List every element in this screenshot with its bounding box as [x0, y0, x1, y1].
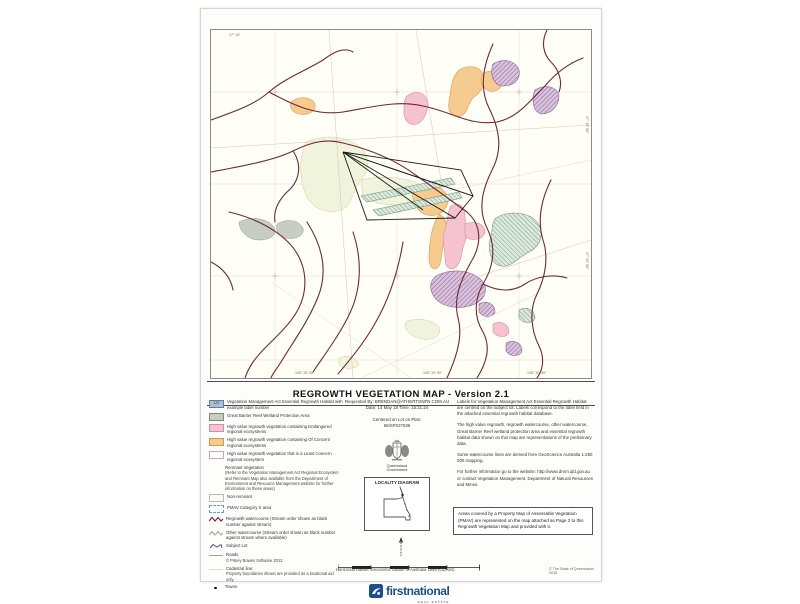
- pmav-note-box: [453, 507, 593, 535]
- legend-label: Vegetation Management Act Essential Regrowth Habitat with example label number: [227, 399, 343, 410]
- legend-label: High value regrowth vegetation that is a Least Concern regional ecosystem: [227, 450, 332, 462]
- map-right-coordinate-1: 17° 15' 00": [585, 116, 589, 134]
- legend-label: Great Barrier Reef Wetland Protection Area: [227, 412, 310, 418]
- legend-label: Remnant Vegetation: [225, 464, 264, 470]
- request-datetime: Date: 14 May 18 Time: 15:21:24: [365, 405, 429, 411]
- legend-label: Regrowth watercourse (Stream order shown as black number against stream): [226, 515, 328, 527]
- notes-column: [457, 399, 593, 493]
- town-dot-icon: [209, 585, 222, 591]
- scale-bar: [338, 558, 480, 565]
- legend-label: Other watercourse (Stream order shown as black number against stream where available): [226, 529, 336, 541]
- legend-swatch-pmav-x: [209, 505, 224, 513]
- legend-item-non-remnant: [209, 494, 343, 503]
- legend-item-pmav-x: [209, 505, 343, 514]
- note-further-information: For further information go to the website: http://www.dnrm.qld.gov.au or contact Vegetation Management, Department of Natural Resources and Mines.: [457, 469, 593, 487]
- note-geoscience: Some watercourse lines are derived from GeoScience Australia 1:250 000 mapping.: [457, 452, 593, 464]
- government-line2: Government: [386, 467, 408, 472]
- request-info: [343, 399, 451, 430]
- legend-item-towns: [209, 584, 343, 591]
- legend-label: High value regrowth vegetation containing Of Concern regional ecosystems: [227, 437, 331, 448]
- brand-name: firstnational: [386, 584, 450, 598]
- legend-label: High value regrowth vegetation containing Endangered regional ecosystems: [227, 423, 332, 435]
- legend-item-least-concern: [209, 451, 343, 462]
- map-bottom-coordinate-3: 145° 30' 00": [527, 371, 547, 375]
- legend-label: Non-remnant: [227, 493, 253, 499]
- queensland-government-crest: [380, 437, 414, 473]
- map-bottom-coordinate-2: 145° 29' 00": [423, 371, 443, 375]
- legend-swatch-least-concern: [209, 451, 224, 459]
- map-canvas: [210, 29, 592, 379]
- legend-sublabel: © Pitney Bowes Software 2012: [226, 557, 283, 563]
- legend-label: Roads: [226, 552, 239, 558]
- legend-item-subject-lot: [209, 543, 343, 550]
- legend-label: PMAV Category X area: [227, 504, 272, 510]
- centered-on-label: Centered on Lot on Plan:: [372, 416, 422, 422]
- north-arrow-icon: [397, 537, 405, 557]
- legend-item-gbr-wetland: [209, 413, 343, 422]
- subject-lot-line-icon: [209, 544, 223, 550]
- first-national-logo: [369, 582, 450, 604]
- request-column: [343, 399, 451, 531]
- road-line-icon: [209, 553, 223, 559]
- legend-item-other-watercourse: [209, 530, 343, 541]
- legend-item-endangered: [209, 424, 343, 435]
- regrowth-watercourse-line-icon: [209, 516, 223, 522]
- legend-item-regrowth-watercourse: [209, 516, 343, 527]
- state-copyright: © The State of Queensland 2018: [549, 567, 594, 575]
- legend-swatch-endangered: [209, 424, 224, 432]
- cadastral-line-icon: [209, 566, 223, 572]
- legend-sublabel: Property boundaries shown are provided as a locational aid only.: [226, 571, 334, 582]
- note-labels: Labels for Vegetation Management Act Essential Regrowth Habitat are centred on the subject lot. Labels correspond to the label field in the attached essential regrowth habitat database.: [457, 399, 589, 417]
- subject-location-dot: [401, 494, 403, 496]
- requested-by: Requested By: BRENDAN@ATHERTONFN.COM.AU: [344, 399, 450, 404]
- page-title: REGROWTH VEGETATION MAP - Version 2.1: [292, 389, 510, 400]
- note-preliminary-data: The high value regrowth, regrowth watercourse, other watercourse, Great Barrier Reef wetland protection area and essential regrowth habitat data shown on this map are representations of the preliminary data.: [457, 422, 592, 446]
- map-right-coordinate-2: 17° 20' 00": [585, 252, 589, 270]
- map-bottom-coordinate-1: 145° 25' 00": [295, 371, 315, 375]
- legend-sublabel: (Refer to the Vegetation Management Act Regional Ecosystem and Remnant Map also available from the Department of Environment and Resource Management website for further information on these areas): [225, 470, 339, 492]
- legend-item-essential-regrowth: [209, 399, 343, 410]
- legend-swatch-essential-regrowth: 123: [209, 400, 224, 408]
- government-line1: Queensland: [386, 463, 408, 468]
- first-national-logo-icon: [369, 584, 383, 598]
- pmav-note-text: Areas covered by a Property Map of Assessable Vegetation (PMAV) are represented on the map attached as Page 2 to this Regrowth Vegetation Map and provided with it.: [458, 511, 584, 530]
- legend-swatch-non-remnant: [209, 494, 224, 502]
- other-watercourse-line-icon: [209, 530, 223, 536]
- legend-item-cadastral: [209, 566, 343, 582]
- legend-swatch-of-concern: [209, 438, 224, 446]
- queensland-outline-map: [376, 486, 418, 524]
- map-corner-coordinate: 17° 10': [229, 33, 241, 37]
- legend-item-of-concern: [209, 437, 343, 448]
- legend-item-remnant: [209, 465, 343, 492]
- legend-label: Towns: [225, 584, 238, 590]
- vegetation-map-graphic: [211, 30, 591, 378]
- legend-label: Subject Lot: [226, 543, 248, 549]
- legend-label: Cadastral line:: [226, 565, 254, 571]
- legend-item-roads: [209, 552, 343, 563]
- locality-title: LOCALITY DIAGRAM: [374, 480, 420, 486]
- legend-swatch-gbr-wetland: [209, 413, 224, 421]
- lot-on-plan: 66/SP227636: [383, 423, 411, 429]
- legend: [209, 399, 343, 591]
- locality-diagram: [364, 477, 430, 531]
- map-document-page: [200, 8, 602, 590]
- brand-subtitle: REAL ESTATE: [417, 600, 450, 604]
- horizontal-datum-note: Horizontal Datum: Geocentric Datum of Australia 1994 (GDA94): [336, 567, 455, 572]
